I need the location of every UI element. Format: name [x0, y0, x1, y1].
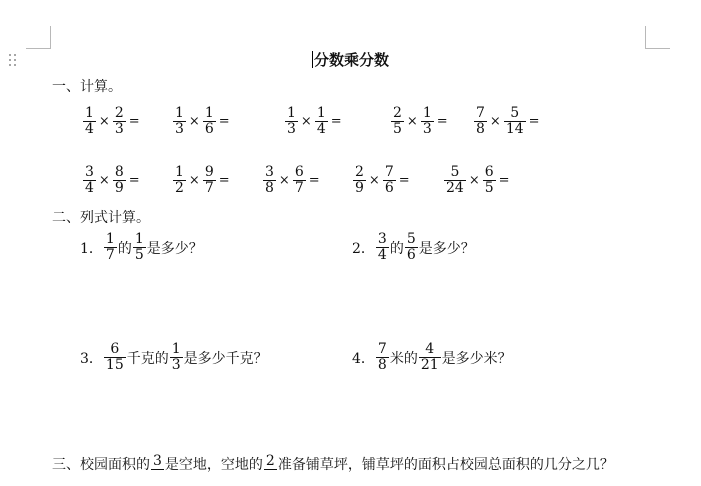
fraction: $\frac{7}{8}$: [377, 341, 387, 374]
calc-problem: [443, 165, 512, 197]
equals-sign: =: [218, 173, 230, 189]
calc-problem: [82, 106, 142, 138]
word-problem-3: 3． $\frac{6}{15}$ 千克的 $\frac{1}{3}$ 是多少千克？: [80, 341, 268, 374]
equals-sign: =: [398, 173, 410, 189]
fraction: $\frac{1}{7}$: [105, 231, 115, 264]
word-problem-4: 4． $\frac{7}{8}$ 米的 $\frac{4}{21}$ 是多少米？: [352, 341, 512, 374]
fraction-partial: 3: [153, 453, 162, 469]
fraction-partial: 2: [265, 453, 275, 469]
calc-problem: [82, 165, 142, 197]
fraction: $\frac{5}{6}$: [406, 231, 416, 264]
calc-problem: [172, 106, 232, 138]
fraction: $\frac{5}{14}$: [505, 105, 524, 138]
section-2-heading: 二、列式计算。: [52, 210, 150, 226]
times-sign: ×: [368, 173, 380, 189]
fraction: $\frac{7}{6}$: [384, 164, 394, 197]
page-corner-mark-right: [645, 26, 670, 49]
fraction: $\frac{1}{3}$: [287, 105, 296, 138]
fraction: $\frac{1}{6}$: [204, 105, 214, 138]
fraction: $\frac{2}{3}$: [114, 105, 124, 138]
fraction: $\frac{3}{4}$: [377, 231, 387, 264]
equals-sign: =: [436, 114, 448, 130]
page-corner-mark-left: [26, 26, 51, 49]
equals-sign: =: [528, 114, 540, 130]
times-sign: ×: [188, 173, 200, 189]
equals-sign: =: [498, 173, 510, 189]
fraction: $\frac{1}{4}$: [85, 105, 94, 138]
document-title[interactable]: 分数乘分数: [313, 51, 389, 69]
problem-number: 2．: [352, 240, 375, 257]
word-problem-1: 1． $\frac{1}{7}$ 的 $\frac{1}{5}$ 是多少？: [80, 231, 203, 264]
times-sign: ×: [98, 114, 110, 130]
problem-number: 3．: [80, 350, 103, 367]
calc-problem: [172, 165, 232, 197]
fraction: $\frac{1}{3}$: [175, 105, 184, 138]
fraction: $\frac{1}{2}$: [175, 164, 184, 197]
fraction: $\frac{6}{15}$: [105, 341, 124, 374]
fraction: $\frac{6}{5}$: [484, 164, 494, 197]
calc-problem: [390, 106, 450, 138]
fraction: $\frac{1}{4}$: [316, 105, 326, 138]
fraction: $\frac{7}{8}$: [476, 105, 485, 138]
times-sign: ×: [188, 114, 200, 130]
equals-sign: =: [128, 173, 140, 189]
fraction: $\frac{1}{3}$: [171, 341, 181, 374]
fraction: $\frac{1}{5}$: [134, 231, 144, 264]
times-sign: ×: [98, 173, 110, 189]
fraction: $\frac{3}{4}$: [85, 164, 94, 197]
fraction: $\frac{5}{24}$: [446, 164, 464, 197]
fraction: $\frac{1}{3}$: [422, 105, 432, 138]
problem-number: 4．: [352, 350, 375, 367]
fraction: $\frac{2}{5}$: [393, 105, 402, 138]
times-sign: ×: [489, 114, 501, 130]
fraction: $\frac{2}{9}$: [355, 164, 364, 197]
fraction: $\frac{4}{21}$: [420, 341, 439, 374]
equals-sign: =: [218, 114, 230, 130]
text-cursor: [312, 51, 313, 68]
word-problem-2: 2． $\frac{3}{4}$ 的 $\frac{5}{6}$ 是多少？: [352, 231, 475, 264]
fraction: $\frac{3}{8}$: [265, 164, 274, 197]
problem-number: 1．: [80, 240, 103, 257]
times-sign: ×: [468, 173, 480, 189]
equals-sign: =: [128, 114, 140, 130]
times-sign: ×: [406, 114, 418, 130]
equals-sign: =: [308, 173, 320, 189]
times-sign: ×: [278, 173, 290, 189]
calc-problem: [284, 106, 344, 138]
fraction: $\frac{9}{7}$: [204, 164, 214, 197]
times-sign: ×: [300, 114, 312, 130]
fraction: $\frac{6}{7}$: [294, 164, 304, 197]
fraction: $\frac{8}{9}$: [114, 164, 124, 197]
calc-problem: [352, 165, 412, 197]
calc-problem: [262, 165, 322, 197]
section-1-heading: 一、计算。: [52, 79, 122, 95]
equals-sign: =: [330, 114, 342, 130]
section-3-question: 三、校园面积的 3 是空地，空地的 2 准备铺草坪，铺草坪的面积占校园总面积的几分之几？: [52, 453, 614, 474]
calc-problem: [473, 106, 542, 138]
